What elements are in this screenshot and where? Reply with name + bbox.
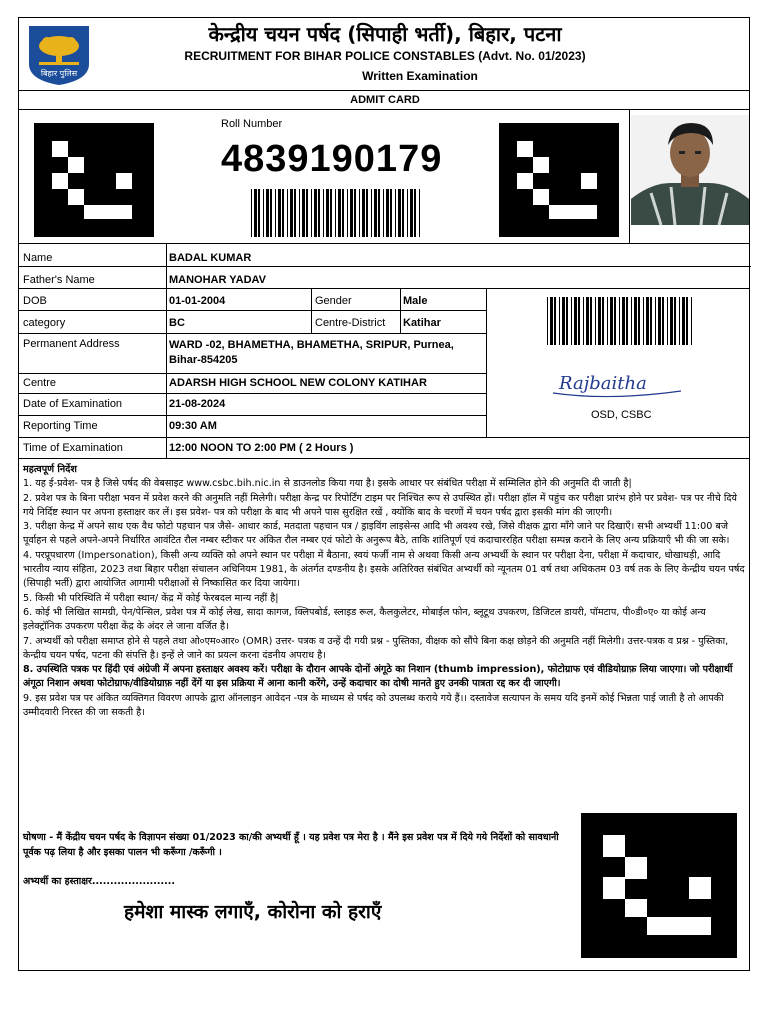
- father-label: Father's Name: [23, 274, 95, 286]
- admit-card: [18, 17, 750, 971]
- address-line-2: Bihar-854205: [169, 354, 238, 366]
- instruction-item: 5. किसी भी परिस्थिति में परीक्षा स्थान/ केंद्र में कोई फेरबदल मान्य नहीं है|: [23, 592, 279, 604]
- address-line-1: WARD -02, BHAMETHA, BHAMETHA, SRIPUR, Purnea,: [169, 339, 454, 351]
- district-value: Katihar: [403, 317, 441, 329]
- exam-time-label: Time of Examination: [23, 442, 123, 454]
- instruction-item: 1. यह ई-प्रवेश- पत्र है जिसे पर्षद की वेबसाइट www.csbc.bih.nic.in से डाउनलोड किया गया है। इसके आधार पर संबंधित परीक्षा में सम्मिलित होने की अनुमति दी जाती है|: [23, 478, 632, 490]
- instruction-item: 3. परीक्षा केन्द्र में अपने साथ एक वैध फोटो पहचान पत्र जैसे- आधार कार्ड, मतदाता पहचान पत्र / ड्राइविंग लाइसेन्स आदि भी अवश्य रखे, जिसे वीक्षक द्वारा माँगे जाने पर दिखाएँ। सभी अभ्यर्थी 11:00 बजे पूर्वाहन से पहले अपने-अपने निर्धारित आवंटित रौल नम्बर स्टीकर पर अंकित रौल नम्बर एवं फोटो के अनुरूप बैठे, ताकि शांतिपूर्ण एवं कदाचाररहित परीक्षा सम्पन्न कराने के लिए अन्य प्रक्रियाएँ भी की जा सके।: [23, 521, 730, 547]
- declaration: घोषणा - मैं केंद्रीय चयन पर्षद के विज्ञापन संख्या 01/2023 का/की अभ्यर्थी हूँ । यह प्रवेश पत्र मेरा है । मैंने इस प्रवेश पत्र में दिये गये निर्देशों को सावधानी पूर्वक पढ़ लिया है और इसका पालन भी करूँगा /करूँगी ।: [23, 832, 559, 858]
- gender-value: Male: [403, 295, 428, 307]
- instruction-item: 2. प्रवेश पत्र के बिना परीक्षा भवन में प्रवेश करने की अनुमति नहीं मिलेगी। परीक्षा केन्द्र पर रिपोर्टिंग टाइम पर निश्चित रूप से उपस्थित हों। परीक्षा हॉल में पहुंच कर परीक्षा प्रारंभ होने पर प्रवेश- पत्र पर नीचे दिये गये निर्दिष्ट स्थान पर अपना हस्ताक्षर कर लें। इस प्रवेश- पत्र को परीक्षा के बाद भी अपने पास सुरक्षित रखें , क्योंकि बाद के चरणों में चयन पर्षद द्वारा इसकी मांग की जाएगी।: [23, 492, 737, 518]
- reporting-value: 09:30 AM: [169, 420, 217, 432]
- instruction-item: 7. अभ्यर्थी को परीक्षा समाप्त होने से पहले तथा ओ०एम०आर० (OMR) उत्तर- पत्रक व उन्हें दी गयी प्रश्न - पुस्तिका, वीक्षक को सौंपे बिना कक्ष छोड़ने की अनुमति नहीं मिलेगी। उत्तर-पत्रक व प्रश्न - पुस्तिका, केन्द्रीय चयन पर्षद, पटना की संपत्ति है। इन्हें ले जाने का प्रयत्न करना दंडनीय अपराध है।: [23, 635, 729, 661]
- officer-signature: [549, 363, 689, 403]
- roll-number-label: Roll Number: [221, 118, 283, 130]
- header-subtitle: Written Examination: [362, 69, 478, 83]
- roll-number: 4839190179: [221, 138, 443, 180]
- svg-text:Rajbaitha: Rajbaitha: [559, 373, 647, 394]
- instruction-item: 4. परप्रूपधारण (Impersonation), किसी अन्य व्यक्ति को अपने स्थान पर परीक्षा में बैठाना, स्वयं फर्जी नाम से अथवा किसी अन्य अभ्यर्थी के स्थान पर परीक्षा देना, परीक्षा में कदाचार, धोखाधड़ी, आदि भारतीय न्याय संहिता, 2023 तथा बिहार परीक्षा संचालन अधिनियम 1981, के अंतर्गत दण्डनीय है। इसके अतिरिक्त संबंधित अभ्यर्थी को न्यूनतम 01 वर्ष तथा अधिकतम 03 वर्ष तक के लिए केन्द्रीय चयन पर्षद (सिपाही भर्ती) द्वारा आयोजित आगामी परीक्षाओं से निष्कासित कर दिया जायेगा।: [23, 549, 745, 590]
- qr-code-right: [499, 123, 619, 237]
- instruction-item: 9. इस प्रवेश पत्र पर अंकित व्यक्तिगत विवरण आपके द्वारा ऑनलाइन आवेदन -पत्र के माध्यम से पर्षद को उपलब्ध कराये गये हैं।। दस्तावेज सत्यापन के समय यदि इनमें कोई भिन्नता पाई जाती है तो आपकी उम्मीदवारी निरस्त की जा सकती है।: [23, 692, 724, 719]
- centre-label: Centre: [23, 377, 57, 389]
- name-label: Name: [23, 252, 53, 264]
- qr-code-left: [34, 123, 154, 237]
- instructions-heading: महत्वपूर्ण निर्देश: [23, 464, 77, 475]
- gender-label: Gender: [315, 295, 352, 307]
- address-label: Permanent Address: [23, 338, 120, 350]
- barcode-candidate: [547, 297, 692, 345]
- barcode-roll: [251, 189, 421, 237]
- instructions: [23, 463, 747, 720]
- exam-date-label: Date of Examination: [23, 398, 123, 410]
- name-value: BADAL KUMAR: [169, 252, 252, 264]
- candidate-signature-line: अभ्यर्थी का हस्ताक्षर.......................: [23, 876, 175, 887]
- qr-code-bottom: [581, 813, 737, 958]
- exam-time-value: 12:00 NOON TO 2:00 PM ( 2 Hours ): [169, 442, 354, 454]
- instruction-item: 6. कोई भी लिखित सामग्री, पेन/पेन्सिल, प्रवेश पत्र में कोई लेख, सादा कागज, क्लिपबोर्ड, स्लाइड रूल, कैलकुलेटर, मोबाईल फोन, ब्लूटूथ उपकरण, डिजिटल डायरी, पॉमटाप, पी०डी०ए० या कोई अन्य इलेक्ट्रॉनिक उपकरण परीक्षा केंद्र के अंदर ले जाना वर्जित है।: [23, 606, 706, 633]
- osd-designation: OSD, CSBC: [591, 409, 652, 421]
- svg-text:बिहार पुलिस: बिहार पुलिस: [40, 69, 78, 78]
- header-title-english: RECRUITMENT FOR BIHAR POLICE CONSTABLES (Advt. No. 01/2023): [184, 49, 586, 63]
- mask-slogan: हमेशा मास्क लगाएँ, कोरोना को हराएँ: [124, 901, 382, 923]
- father-value: MANOHAR YADAV: [169, 274, 266, 286]
- admit-card-title: ADMIT CARD: [350, 94, 420, 106]
- instruction-item: 8. उपस्थिति पत्रक पर हिंदी एवं अंग्रेजी में अपना हस्ताक्षर अवश्य करें। परीक्षा के दौरान आपके दोनों अंगूठे का निशान (thumb impression), फोटोग्राफ एवं वीडियोग्राफ़ लिया जाएगा। जो परीक्षार्थी अंगूठा निशान अथवा फोटोग्राफ/वीडियोग्राफ़ नहीं देंगें या इस प्रक्रिया में आना कानी करेंगे, उन्हें कदाचार का दोषी मानते हुए उनकी पात्रता रद्द कर दी जाएगी।: [23, 664, 733, 690]
- reporting-label: Reporting Time: [23, 420, 98, 432]
- category-value: BC: [169, 317, 185, 329]
- header-title-hindi: केन्द्रीय चयन पर्षद (सिपाही भर्ती), बिहार, पटना: [208, 22, 562, 46]
- centre-value: ADARSH HIGH SCHOOL NEW COLONY KATIHAR: [169, 377, 427, 389]
- category-label: category: [23, 317, 66, 329]
- exam-date-value: 21-08-2024: [169, 398, 226, 410]
- candidate-photo: [631, 115, 749, 225]
- dob-label: DOB: [23, 295, 47, 307]
- dob-value: 01-01-2004: [169, 295, 226, 307]
- district-label: Centre-District: [315, 317, 386, 329]
